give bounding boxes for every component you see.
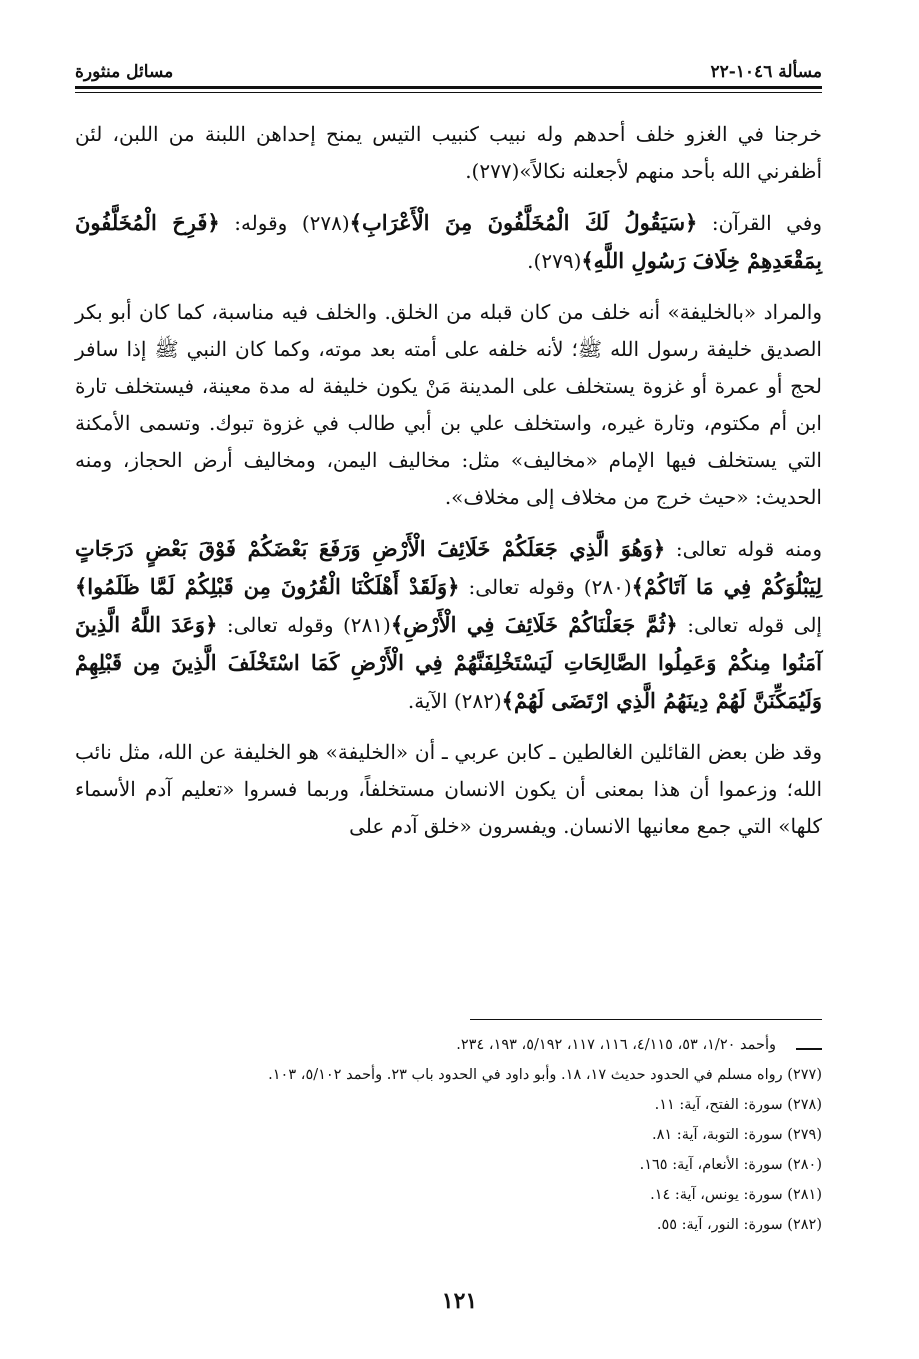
footnote-ref: (٢٨١) <box>342 613 391 637</box>
footnote-ref: (٢٨٢) <box>453 689 502 713</box>
footnote-ref: (٢٧٩). <box>527 249 582 273</box>
paragraph-1: خرجنا في الغزو خلف أحدهم وله نبيب كنبيب التيس يمنح إحداهن اللبنة من اللبن، لئن أظفرني الله بأحد منهم لأجعلنه نكالاً»(٢٧٧). <box>75 122 822 183</box>
quran-verse: ﴿ثُمَّ جَعَلْنَاكُمْ خَلَائِفَ فِي الْأَرْضِ﴾ <box>390 612 678 637</box>
header-section-title: مسألة ١٠٤٦-٢٢ <box>710 62 822 82</box>
paragraph-3: والمراد «بالخليفة» أنه خلف من كان قبله من الخلق. والخلف فيه مناسبة، كما كان أبو بكر الصديق خليفة رسول الله ﷺ؛ لأنه خلفه على أمته بعد موته، وكما كان النبي ﷺ إذا سافر لحج أو عمرة أو غزوة يستخلف على المدينة مَنْ يكون خليفة له مدة معينة، فيستخلف تارة ابن أم مكتوم، وتارة غيره، واستخلف علي بن أبي طالب في غزوة تبوك. وتسمى الأمكنة التي يستخلف فيها الإمام «مخاليف» مثل: مخاليف اليمن، ومخاليف أرض الحجاز، ومنه الحديث: «حيث خرج من مخلاف إلى مخلاف». <box>75 300 822 509</box>
page-number: ١٢١ <box>441 1288 478 1314</box>
footnotes <box>75 1030 822 1240</box>
footnote-item: (٢٧٧) رواه مسلم في الحدود حديث ١٧، ١٨. وأبو داود في الحدود باب ٢٣. وأحمد ٥/١٠٢، ١٠٣. <box>268 1067 822 1083</box>
quran-verse: ﴿وَهُوَ الَّذِي جَعَلَكُمْ خَلَائِفَ الْأَرْضِ وَرَفَعَ بَعْضَكُمْ فَوْقَ بَعْضٍ دَرَجَاتٍ لِيَبْلُوَكُمْ فِي مَا آتَاكُمْ﴾ <box>75 536 822 599</box>
footnote-separator <box>470 1019 822 1020</box>
para4-mid: وقوله تعالى: <box>217 613 343 637</box>
header-rule-thick <box>75 86 822 89</box>
para2-intro: وفي القرآن: <box>697 211 823 235</box>
footnote-ref: (٢٧٨) <box>301 211 350 235</box>
para4-intro: ومنه قوله تعالى: <box>665 537 822 561</box>
paragraph-4 <box>75 530 822 720</box>
para4-mid: وقوله تعالى: <box>459 575 584 599</box>
quran-verse: ﴿وَعَدَ اللَّهُ الَّذِينَ آمَنُوا مِنكُمْ وَعَمِلُوا الصَّالِحَاتِ لَيَسْتَخْلِفَنَّهُمْ فِي الْأَرْضِ كَمَا اسْتَخْلَفَ الَّذِينَ مِن قَبْلِهِمْ وَلَيُمَكِّنَنَّ لَهُمْ دِينَهُمُ الَّذِي ارْتَضَى لَهُمْ﴾ <box>75 612 822 713</box>
footnote-continuation: وأحمد ١/٢٠، ٥٣، ٤/١١٥، ١١٦، ١١٧، ٥/١٩٢، ١٩٣، ٢٣٤. <box>75 1030 822 1060</box>
quran-verse: ﴿وَلَقَدْ أَهْلَكْنَا الْقُرُونَ مِن قَبْلِكُمْ لَمَّا ظَلَمُوا﴾ <box>75 574 460 599</box>
quran-verse: ﴿سَيَقُولُ لَكَ الْمُخَلَّفُونَ مِنَ الْأَعْرَابِ﴾ <box>349 210 698 235</box>
para2-mid: وقوله: <box>219 211 302 235</box>
para4-end: الآية. <box>407 689 454 713</box>
header-rule-thin <box>75 92 822 93</box>
continuation-mark <box>796 1040 822 1050</box>
para4-mid: إلى قوله تعالى: <box>677 613 822 637</box>
header-book-title: مسائل منثورة <box>75 62 174 82</box>
footnote-ref: (٢٨٠) <box>583 575 632 599</box>
quran-verse: ﴿فَرِحَ الْمُخَلَّفُونَ بِمَقْعَدِهِمْ خِلَافَ رَسُولِ اللَّهِ﴾ <box>75 210 822 273</box>
running-header <box>75 52 822 82</box>
body-text <box>75 116 822 859</box>
paragraph-5: وقد ظن بعض القائلين الغالطين ـ كابن عربي ـ أن «الخليفة» هو الخليفة عن الله، مثل نائب الله؛ وزعموا أن هذا بمعنى أن يكون الانسان مستخلفاً، وربما فسروا «تعليم آدم الأسماء كلها» التي جمع معانيها الانسان. ويفسرون «خلق آدم على <box>75 740 823 838</box>
footnote-item: (٢٨١) سورة: يونس، آية: ١٤. <box>650 1187 822 1203</box>
footnote-item: (٢٨٢) سورة: النور، آية: ٥٥. <box>656 1217 822 1233</box>
paragraph-2 <box>75 204 822 280</box>
footnote-item: (٢٧٩) سورة: التوبة، آية: ٨١. <box>652 1127 822 1143</box>
footnote-item: (٢٧٨) سورة: الفتح، آية: ١١. <box>654 1097 822 1113</box>
footnote-item: (٢٨٠) سورة: الأنعام، آية: ١٦٥. <box>639 1157 822 1173</box>
